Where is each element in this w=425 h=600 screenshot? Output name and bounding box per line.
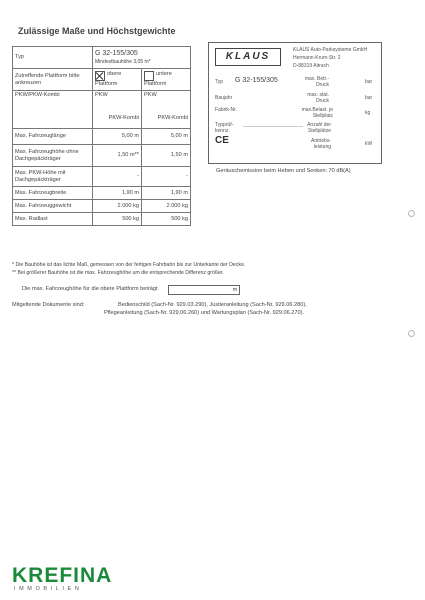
- type-plate: [208, 42, 382, 164]
- smudge-line: [243, 126, 303, 127]
- docs-line-2: Pflegeanleitung (Sach-Nr. 929.06.260) und Wartungsplan (Sach-Nr. 929.06.270).: [104, 310, 305, 316]
- plate-fabrik-label: Fabrik-Nr.: [215, 107, 237, 113]
- upper-pkw: PKW: [95, 92, 108, 98]
- footnote-1: * Die Bauhöhe ist das lichte Maß, gemessen von der fertigen Fahrbahn bis zur Unterkante der Decke.: [12, 262, 246, 268]
- row-upper: 5,00 m: [93, 129, 142, 145]
- lower-platform-cell[interactable]: [142, 69, 191, 91]
- pkw-kombi-label: PKW/PKW-Kombi: [13, 91, 93, 129]
- plate-mid: max. Betr.-Druck: [304, 76, 329, 88]
- plate-typ-value: G 32-155/305: [235, 77, 278, 84]
- upper-platform-cell[interactable]: [93, 69, 142, 91]
- plate-mid: max. stat. Druck: [307, 92, 329, 104]
- typ-label: Typ: [13, 47, 93, 69]
- lower-pkw: PKW: [144, 92, 157, 98]
- punch-hole-icon: [408, 210, 415, 217]
- row-label: Max. Fahrzeugbreite: [13, 187, 93, 200]
- row-lower: -: [142, 167, 191, 187]
- address-line: Hermann-Krum-Str. 2: [293, 55, 341, 61]
- lower-vehicle-type: [142, 91, 191, 129]
- row-upper: 1,90 m: [93, 187, 142, 200]
- row-upper: 1,50 m**: [93, 145, 142, 167]
- plate-mid: max.Belast. je Stellplatz: [301, 107, 333, 119]
- upper-pkw-kombi: PKW-Kombi: [108, 114, 139, 121]
- plate-address: [293, 46, 367, 70]
- plate-unit: kW: [365, 141, 373, 147]
- plate-unit: bar: [365, 79, 373, 85]
- plate-typ-label: Typ: [215, 79, 224, 85]
- row-lower: 500 kg: [142, 213, 191, 226]
- row-lower: 1,90 m: [142, 187, 191, 200]
- address-line: D-88319 Aitrach: [293, 63, 329, 69]
- plate-mid: Anzahl der Stellplätze: [307, 122, 331, 134]
- typ-cell: [93, 47, 191, 69]
- upper-height-unit: m: [232, 287, 237, 293]
- plate-typpruef-label: Typprüf-kennz.: [215, 122, 234, 134]
- lower-pkw-kombi: PKW-Kombi: [157, 114, 188, 121]
- upper-height-text: Die max. Fahrzeughöhe für die obere Plattform beträgt: [22, 286, 158, 292]
- row-label: Max. Fahrzeuggewicht: [13, 200, 93, 213]
- lower-platform-label: untere Plattform: [144, 71, 172, 87]
- plate-baujahr-label: Baujahr: [215, 95, 233, 101]
- page-title: Zulässige Maße und Höchstgewichte: [18, 26, 176, 36]
- checkbox-empty-icon[interactable]: [144, 71, 154, 81]
- row-lower: 1,50 m: [142, 145, 191, 167]
- upper-platform-label: obere Plattform: [95, 71, 122, 87]
- klaus-logo: KLAUS: [215, 48, 281, 66]
- docs-label: Mitgeltende Dokumente sind:: [12, 302, 85, 308]
- noise-emission: Geräuschemission beim Heben und Senken: 70 dB(A): [216, 168, 351, 174]
- typ-value: G 32-155/305: [95, 50, 138, 57]
- plate-unit: kg: [365, 110, 371, 116]
- row-lower: 5,00 m: [142, 129, 191, 145]
- row-upper: -: [93, 167, 142, 187]
- min-height-note: Mindestbauhöhe 3,05 m*: [95, 58, 151, 65]
- upper-height-field[interactable]: [168, 285, 240, 295]
- punch-hole-icon: [408, 330, 415, 337]
- platform-label: Zutreffende Plattform bitte ankreuzen: [13, 69, 93, 91]
- upper-vehicle-type: [93, 91, 142, 129]
- row-upper: 2.000 kg: [93, 200, 142, 213]
- address-line: KLAUS Auto-Parksysteme GmbH: [293, 47, 368, 53]
- row-label: Max. Fahrzeughöhe ohne Dachgepäckträger: [13, 145, 93, 167]
- row-label: Max. Fahrzeuglänge: [13, 129, 93, 145]
- row-lower: 2.000 kg: [142, 200, 191, 213]
- docs-line-1: Bedienschild (Sach-Nr. 929.03.290), Justieranleitung (Sach-Nr. 929.06.280),: [118, 302, 307, 308]
- plate-mid: Antriebs-leistung: [310, 138, 331, 150]
- plate-unit: bar: [365, 95, 373, 101]
- dimensions-table: [12, 46, 191, 226]
- row-label: Max. Radlast: [13, 213, 93, 226]
- checkbox-checked-icon[interactable]: [95, 71, 105, 81]
- footnote-2: ** Bei größerer Bauhöhe ist die max. Fahrzeughöhe um die entsprechende Differenz größer.: [12, 270, 224, 276]
- row-label: Max. PKW-Höhe mit Dachgepäckträger: [13, 167, 93, 187]
- row-upper: 500 kg: [93, 213, 142, 226]
- ce-mark: CE: [215, 135, 229, 146]
- krefina-subtitle: IMMOBILIEN: [14, 586, 83, 592]
- krefina-logo: KREFINA: [12, 564, 113, 587]
